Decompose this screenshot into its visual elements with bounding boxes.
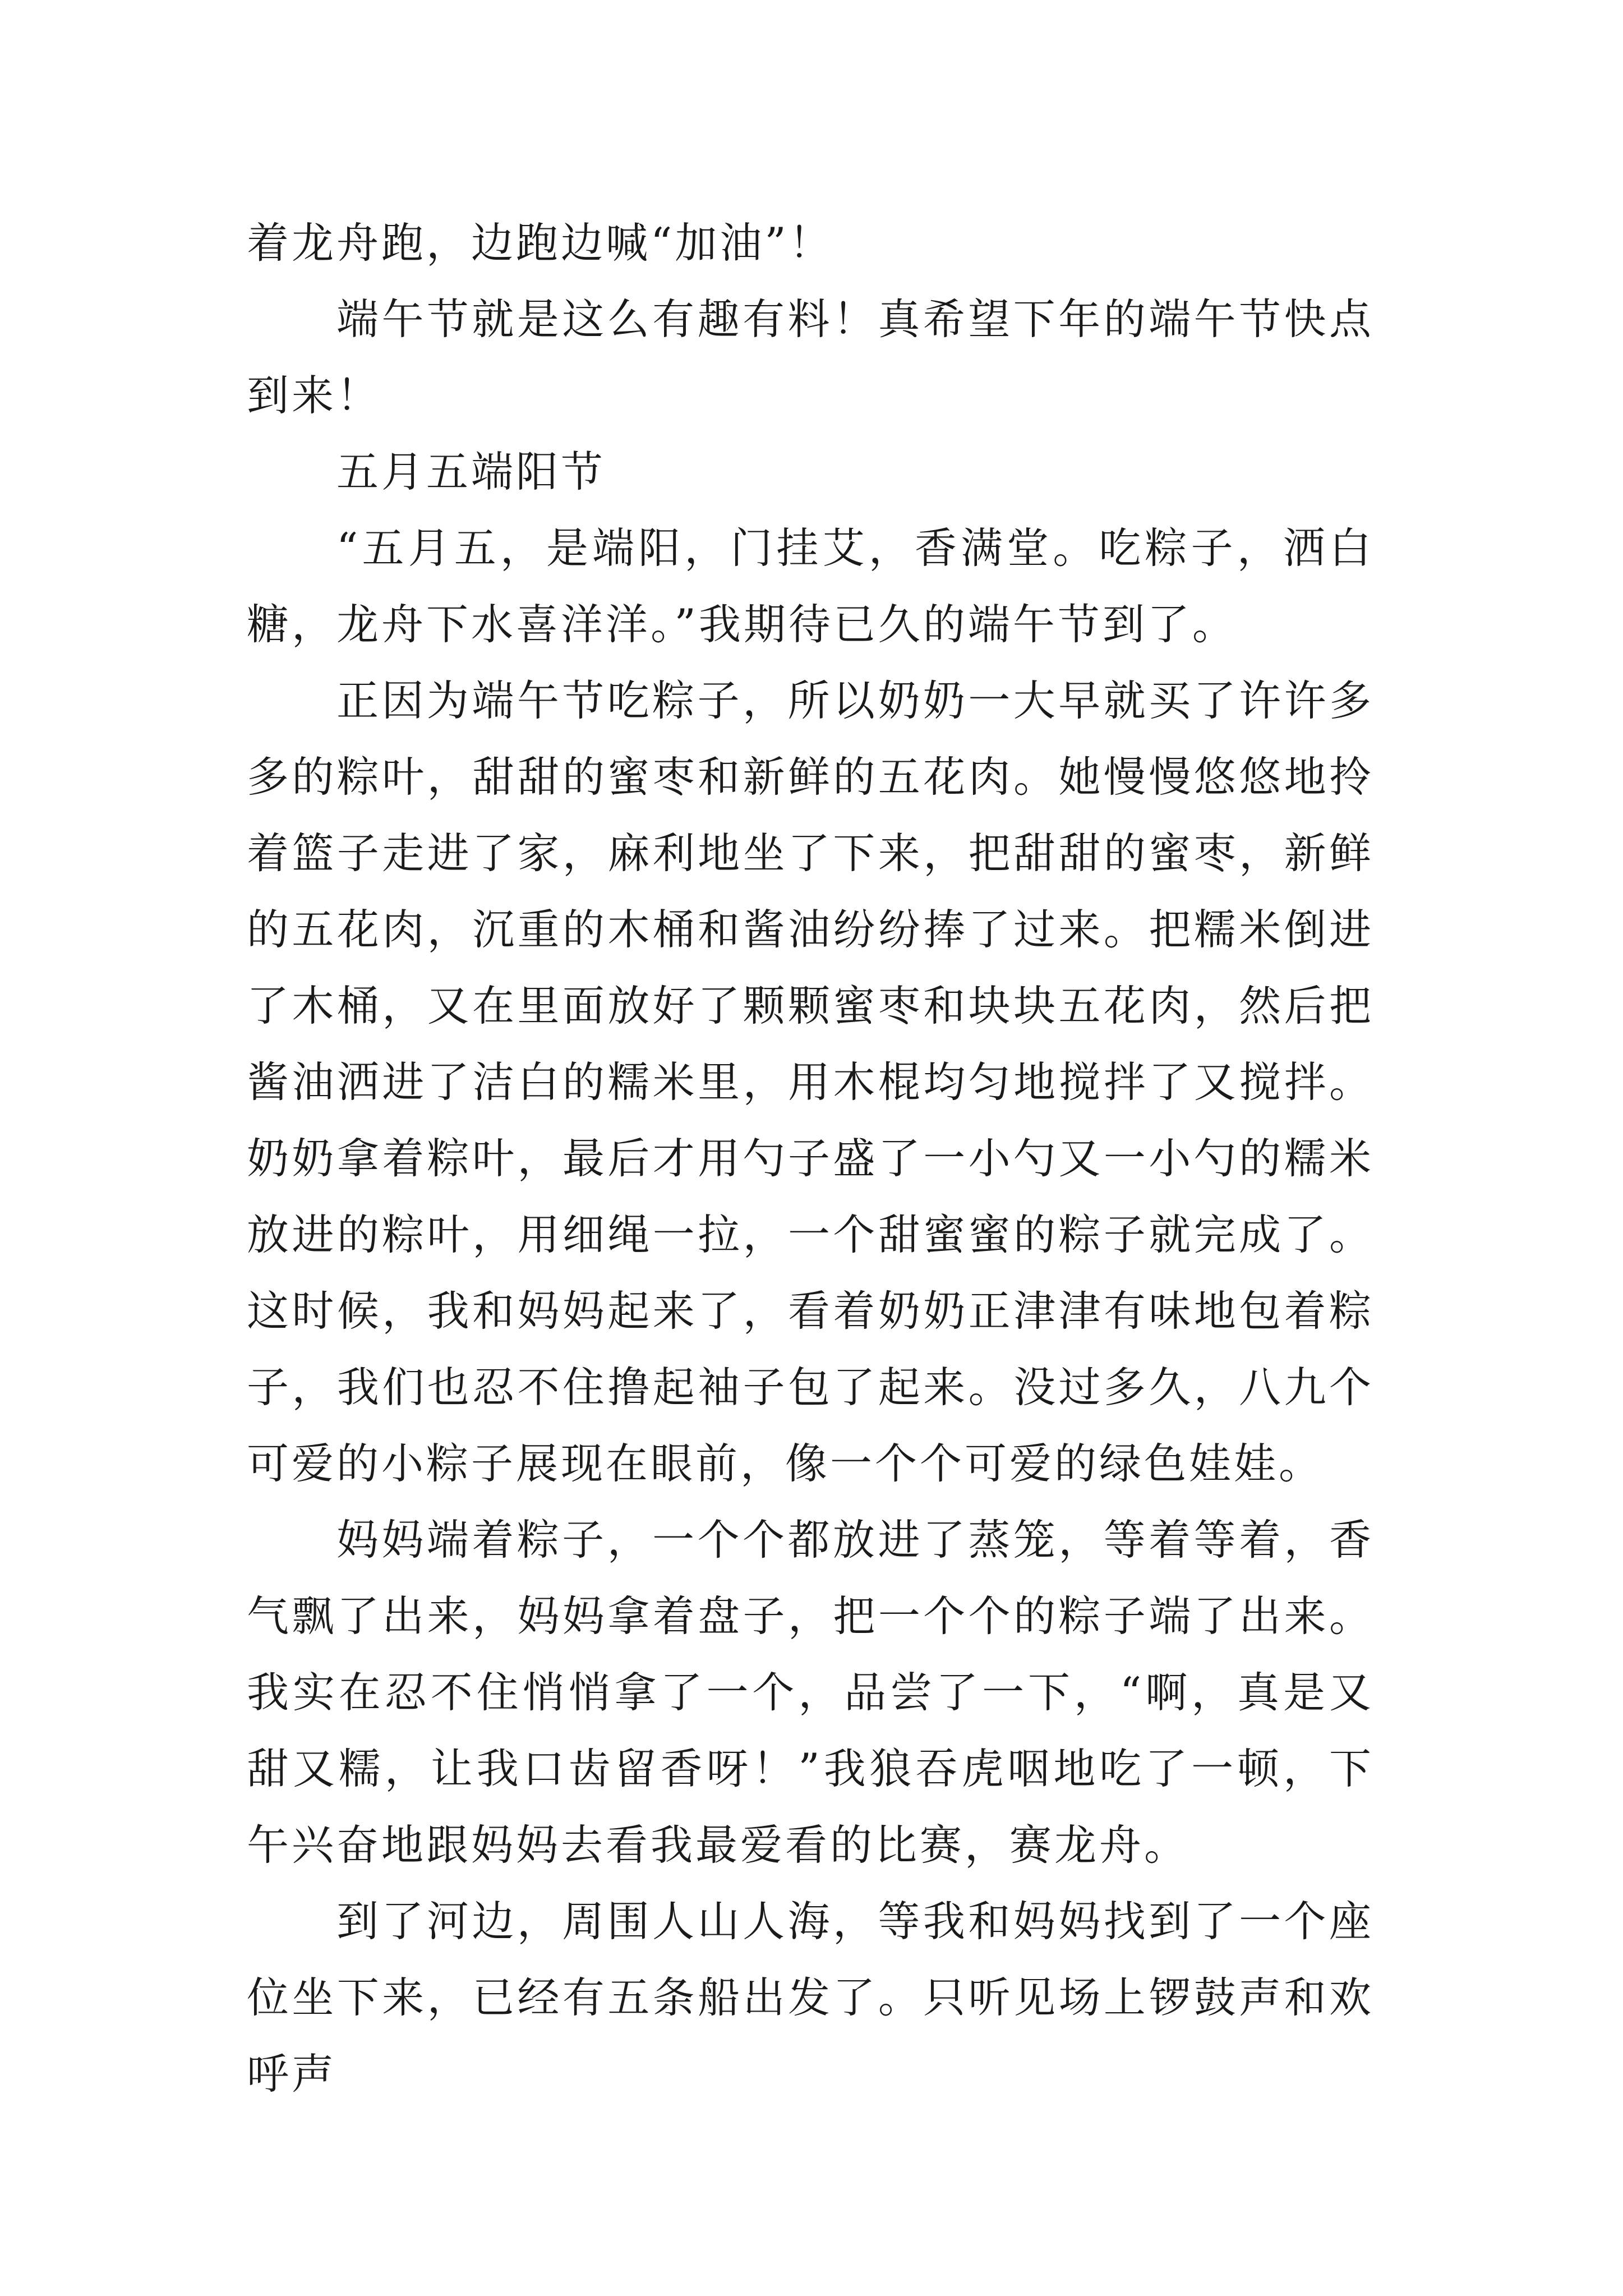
paragraph: “五月五，是端阳，门挂艾，香满堂。吃粽子，洒白糖，龙舟下水喜洋洋。”我期待已久的端午节到了。 [247, 523, 1374, 649]
paragraph: 到了河边，周围人山人海，等我和妈妈找到了一个座位坐下来，已经有五条船出发了。只听见场上锣鼓声和欢呼声 [247, 1897, 1374, 2099]
paragraph-continuation: 着龙舟跑，边跑边喊“加油”！ [247, 218, 834, 268]
document-body [247, 205, 1374, 2112]
paragraph: 妈妈端着粽子，一个个都放进了蒸笼，等着等着，香气飘了出来，妈妈拿着盘子，把一个个的粽子端了出来。我实在忍不住悄悄拿了一个，品尝了一下，“啊，真是又甜又糯，让我口齿留香呀！”我狼吞虎咽地吃了一顿，下午兴奋地跟妈妈去看我最爱看的比赛，赛龙舟。 [247, 1515, 1374, 1870]
paragraph: 端午节就是这么有趣有料！真希望下年的端午节快点到来！ [247, 295, 1374, 420]
paragraph: 正因为端午节吃粽子，所以奶奶一大早就买了许许多多的粽叶，甜甜的蜜枣和新鲜的五花肉。她慢慢悠悠地拎着篮子走进了家，麻利地坐了下来，把甜甜的蜜枣，新鲜的五花肉，沉重的木桶和酱油纷纷捧了过来。把糯米倒进了木桶，又在里面放好了颗颗蜜枣和块块五花肉，然后把酱油洒进了洁白的糯米里，用木棍均匀地搅拌了又搅拌。奶奶拿着粽叶，最后才用勺子盛了一小勺又一小勺的糯米放进的粽叶，用细绳一拉，一个甜蜜蜜的粽子就完成了。这时候，我和妈妈起来了，看着奶奶正津津有味地包着粽子，我们也忍不住撸起袖子包了起来。没过多久，八九个可爱的小粽子展现在眼前，像一个个可爱的绿色娃娃。 [247, 676, 1374, 1488]
essay-title: 五月五端阳节 [336, 447, 606, 496]
